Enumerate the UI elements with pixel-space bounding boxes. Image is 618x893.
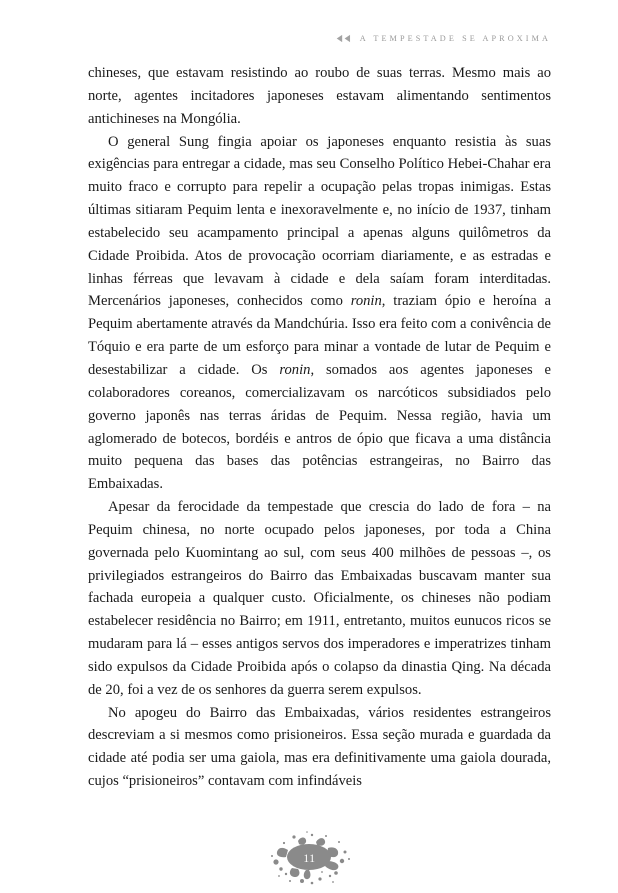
running-head-title: A TEMPESTADE SE APROXIMA xyxy=(359,33,551,43)
page-number: 11 xyxy=(303,853,316,865)
italic-term: ronin xyxy=(279,361,311,378)
paragraph-3: Apesar da ferocidade da tempestade que crescia do lado de fora – na Pequim chinesa, no norte ocupado pelos japoneses, por toda a China governada pelo Kuomintang ao sul, com seus 400 milhões de pessoas –, os privilegiados estrangeiros do Bairro das Embaixadas buscavam manter sua fachada europeia a qualquer custo. Oficialmente, os chineses não podiam estabelecer residência no Bairro; em 1911, entretanto, muitos eunucos ricos se mudaram para lá – esses antigos servos dos imperadores e imperatrizes tinham sido expulsos da Cidade Proibida após o colapso da dinastia Qing. Na década de 20, foi a vez de os senhores da guerra serem expulsos. xyxy=(88,499,551,698)
paragraph-1: chineses, que estavam resistindo ao roubo de suas terras. Mesmo mais ao norte, agentes incitadores japoneses estavam alimentando sentimentos antichineses na Mongólia. xyxy=(88,65,551,127)
double-left-triangle-ornament: ◄◄ xyxy=(334,30,351,45)
running-head xyxy=(88,30,551,46)
page-folio xyxy=(0,828,618,888)
italic-term: ronin xyxy=(350,293,382,310)
body-text-block xyxy=(88,62,551,793)
paragraph-2: O general Sung fingia apoiar os japoneses enquanto resistia às suas exigências para entregar a cidade, mas seu Conselho Político Hebei-Chahar era muito fraco e corrupto para repelir a ocupação pelas tropas inimigas. Estas últimas sitiaram Pequim lenta e inexoravelmente e, no início de 1937, tinham estabelecido seu acampamento principal a apenas alguns quilômetros da Cidade Proibida. Atos de provocação ocorriam diariamente, e as estradas e linhas férreas que levavam à cidade e dela saíam foram interditadas. Mercenários japoneses, conhecidos como ronin, traziam ópio e heroína a Pequim abertamente através da Mandchúria. Isso era feito com a conivência de Tóquio e era parte de um esforço para minar a vontade de lutar de Pequim e desestabilizar a cidade. Os ronin, somados aos agentes japoneses e colaboradores coreanos, comercializavam os narcóticos subsidiados pelo governo japonês nas terras áridas de Pequim. Nessa região, havia um aglomerado de botecos, bordéis e antros de ópio que ficava a uma distância muito pequena das bases das potências estrangeiras, no Bairro das Embaixadas. xyxy=(88,133,551,493)
paragraph-4: No apogeu do Bairro das Embaixadas, vários residentes estrangeiros descreviam a si mesmos como prisioneiros. Essa seção murada e guardada da cidade até podia ser uma gaiola, mas era definitivamente uma gaiola dourada, cujos “prisioneiros” contavam com infindáveis xyxy=(88,704,551,790)
